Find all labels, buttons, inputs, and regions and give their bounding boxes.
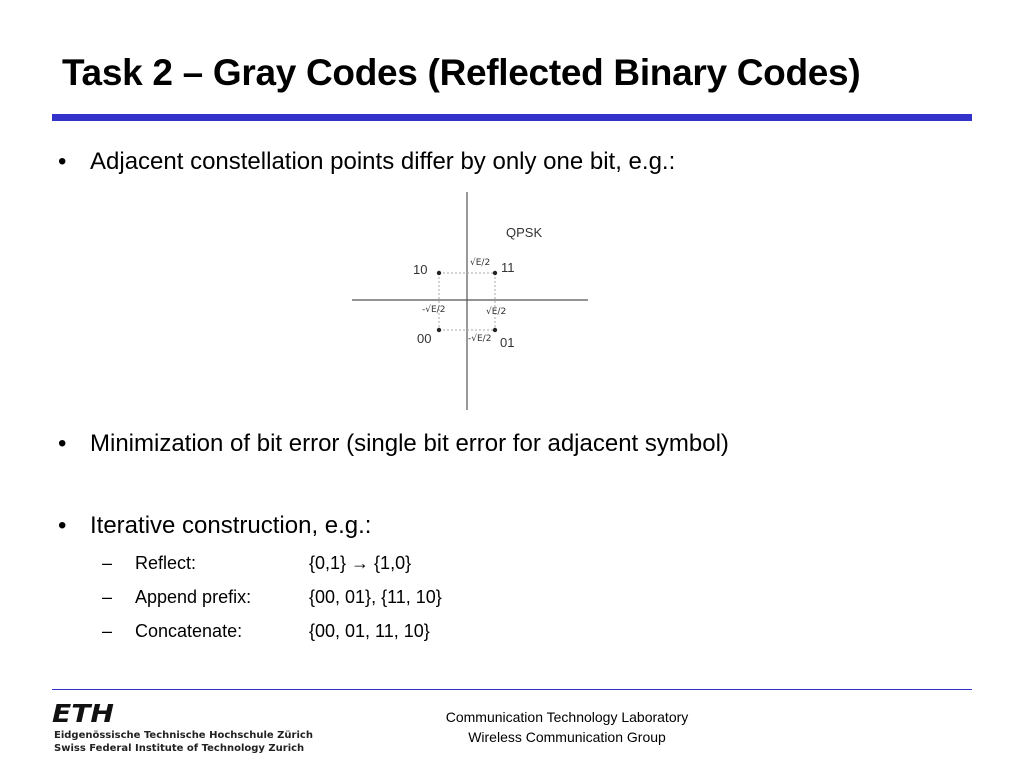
bullet-dot: • — [58, 148, 67, 175]
diagram-title: QPSK — [506, 225, 543, 240]
tick-label-pos-y: √E/2 — [470, 258, 491, 268]
tick-label-neg-x: -√E/2 — [422, 305, 446, 315]
title-divider — [52, 114, 972, 121]
bullet-dot: • — [58, 512, 67, 539]
footer-divider — [52, 689, 972, 690]
constellation-point-10 — [437, 271, 441, 275]
lab-name: Communication Technology Laboratory — [445, 709, 689, 725]
sub-item-value: {00, 01}, {11, 10} — [309, 587, 442, 607]
point-label-00: 00 — [417, 331, 432, 346]
sub-item-label: Reflect: — [135, 553, 197, 573]
sub-item-label: Concatenate: — [135, 621, 243, 641]
bullet-text: Iterative construction, e.g.: — [90, 512, 372, 539]
footer-lab-info — [417, 707, 717, 747]
institution-english: Swiss Federal Institute of Technology Zurich — [54, 743, 305, 754]
bullet-text: Minimization of bit error (single bit error for adjacent symbol) — [90, 430, 729, 457]
bullet-dot: • — [58, 430, 67, 457]
slide-title: Task 2 – Gray Codes (Reflected Binary Codes) — [62, 52, 861, 93]
bullet-text: Adjacent constellation points differ by only one bit, e.g.: — [90, 148, 676, 175]
group-name: Wireless Communication Group — [468, 729, 666, 745]
sub-item-dash: – — [102, 587, 113, 607]
sub-item-value: {0,1} → {1,0} — [309, 553, 412, 573]
eth-logo — [52, 700, 116, 726]
constellation-point-01 — [493, 328, 497, 332]
sub-item-dash: – — [102, 621, 113, 641]
sub-item-dash: – — [102, 553, 113, 573]
point-label-11: 11 — [501, 260, 515, 275]
tick-label-pos-x: √E/2 — [486, 307, 507, 317]
point-label-01: 01 — [500, 335, 515, 350]
constellation-point-11 — [493, 271, 497, 275]
constellation-point-00 — [437, 328, 441, 332]
qpsk-constellation-diagram — [340, 190, 600, 415]
sub-item-label: Append prefix: — [135, 587, 252, 607]
tick-label-neg-y: -√E/2 — [468, 334, 492, 344]
institution-german: Eidgenössische Technische Hochschule Zürich — [54, 730, 313, 741]
eth-logo-text: ETH — [52, 700, 115, 726]
point-label-10: 10 — [413, 262, 428, 277]
sub-item-value: {00, 01, 11, 10} — [309, 621, 430, 641]
